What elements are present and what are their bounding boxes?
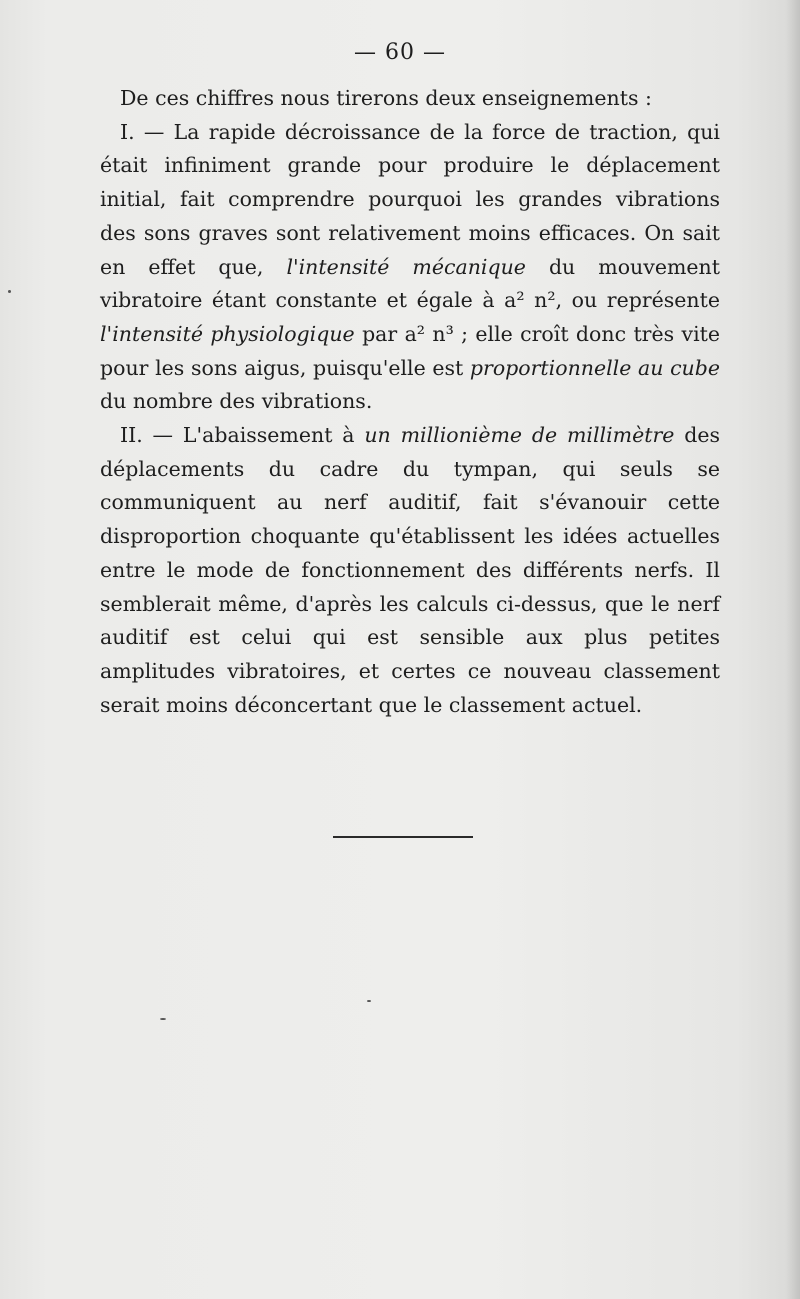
paper-speck [367, 1000, 371, 1002]
intro-paragraph: De ces chiffres nous tirerons deux enseignements : [120, 86, 652, 110]
page-number: — 60 — [354, 40, 446, 65]
paragraph-two [100, 419, 720, 722]
paragraph-one [100, 116, 720, 419]
paragraph-two-emphasis-1: un millionième de millimètre [364, 423, 675, 448]
paragraph-one-middle-2: par a² n³ ; elle croît donc très vite pour les sons aigus, puisqu'elle est [100, 321, 720, 380]
paragraph-two-tail: des déplacements du cadre du tympan, qui seuls se communiquent au nerf auditif, fait s'évanouir cette disproportion choquante qu'établissent les idées actuelles entre le mode de fonctionnement des différents nerfs. Il semblerait même, d'après les calculs ci-dessus, que le nerf auditif est celui qui est sensible aux plus petites amplitudes vibratoires, et certes ce nouveau classement serait moins déconcertant que le classement actuel. [100, 423, 721, 717]
paragraph-one-emphasis-3: proportionnelle au cube [469, 355, 721, 380]
paragraph-one-tail: du nombre des vibrations. [100, 389, 373, 414]
paragraph-one-emphasis-1: l'intensité mécanique [286, 254, 526, 279]
paragraph-one-emphasis-2: l'intensité physiologique [100, 321, 355, 346]
paragraph-one-middle-1: du mouvement vibratoire étant constante et égale à a² n², ou représente [100, 254, 720, 313]
section-end-rule [333, 836, 473, 838]
paper-speck [8, 290, 11, 293]
paper-speck [160, 1018, 166, 1020]
paragraph-one-lead: I. — La rapide décroissance de la force de traction, qui était infiniment grande pour produire le déplacement initial, fait comprendre pourquoi les grandes vibrations des sons graves sont relativement moins efficaces. On sait en effet que, [100, 119, 720, 279]
paragraph-two-lead: II. — L'abaissement à [120, 423, 365, 448]
body-text [100, 82, 720, 722]
page-edge-shadow [786, 0, 800, 1299]
